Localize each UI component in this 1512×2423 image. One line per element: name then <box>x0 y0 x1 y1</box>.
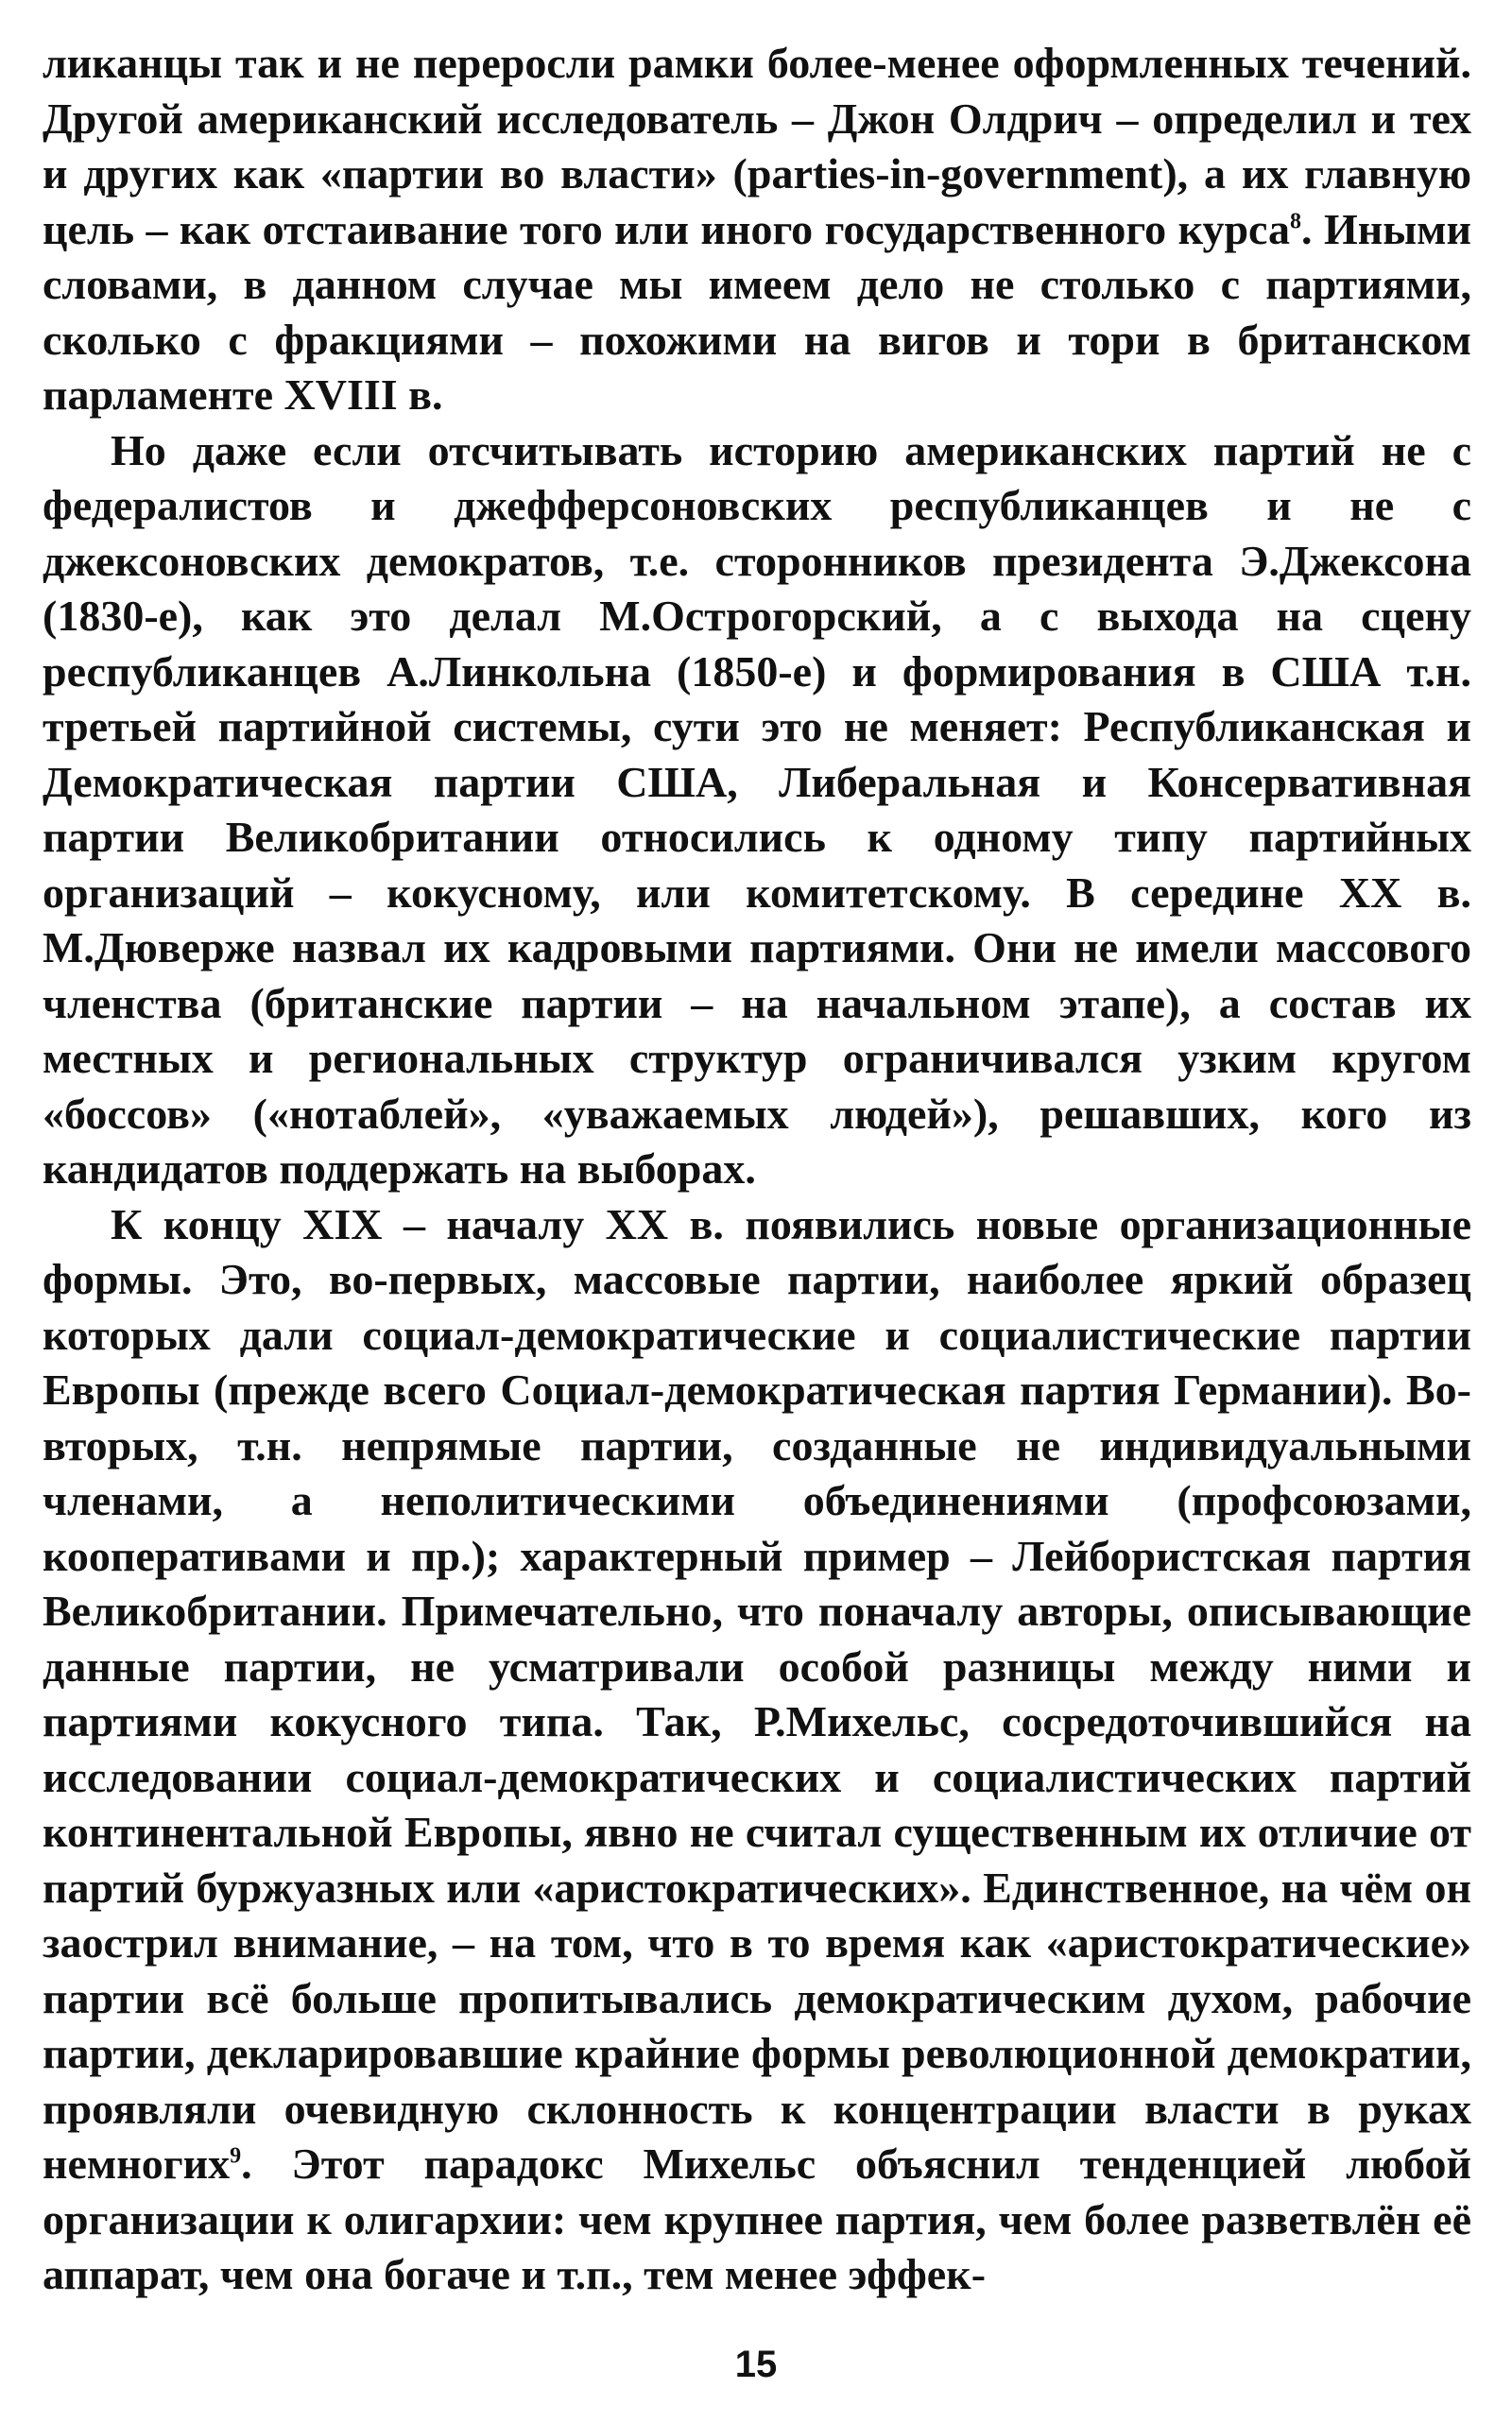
paragraph-2-text: Но даже если отсчитывать историю американских партий не с федералистов и джефферсоновских республиканцев и не с джексоновских демократов, т.е. сторонников президента Э.Джексона (1830-е), как это делал М.Острогорский, а с выхода на сцену республиканцев А.Линкольна (1850-е) и формирования в США т.н. третьей партийной системы, сути это не меняет: Республиканская и Демократическая партии США, Либеральная и Консервативная партии Великобритании относились к одному типу партийных организаций – кокусному, или комитетскому. В середине XX в. М.Дюверже назвал их кадровыми партиями. Они не имели массового членства (британские партии – на начальном этапе), а состав их местных и региональных структур ограничивался узким кругом «боссов» («нотаблей», «уважаемых людей»), решавших, кого из кандидатов поддержать на выборах. <box>43 425 1471 1193</box>
paragraph-2 <box>43 423 1471 1197</box>
paragraph-1-text-b: . Иными словами, в данном случае мы имеем дело не столько с партиями, сколько с фракциями – похожими на вигов и тори в британском парламенте XVIII в. <box>43 204 1471 419</box>
page-text <box>43 36 1471 2303</box>
page-number: 15 <box>734 2344 778 2385</box>
paragraph-1-text-a: ликанцы так и не переросли рамки более-менее оформленных течений. Другой американский исследователь – Джон Олдрич – определил и тех и других как «партии во власти» (parties-in-government), а их главную цель – как отстаивание того или иного государственного курса <box>43 39 1471 253</box>
footnote-ref-8: 8 <box>1290 209 1302 234</box>
paragraph-3-text-b: . Этот парадокс Михельс объяснил тенденцией любой организации к олигархии: чем крупнее партия, чем более разветвлён её аппарат, чем она богаче и т.п., тем менее эффек- <box>43 2139 1471 2298</box>
footnote-ref-9: 9 <box>230 2143 242 2169</box>
paragraph-3-text-a: К концу XIX – началу XX в. появились новые организационные формы. Это, во-первых, массовые партии, наиболее яркий образец которых дали социал-демократические и социалистические партии Европы (прежде всего Социал-демократическая партия Германии). Во-вторых, т.н. непрямые партии, созданные не индивидуальными членами, а неполитическими объединениями (профсоюзами, кооперативами и пр.); характерный пример – Лейбористская партия Великобритании. Примечательно, что поначалу авторы, описывающие данные партии, не усматривали особой разницы между ними и партиями кокусного типа. Так, Р.Михельс, сосредоточившийся на исследовании социал-демократических и социалистических партий континентальной Европы, явно не считал существенным их отличие от партий буржуазных или «аристократических». Единственное, на чём он заострил внимание, – на том, что в то время как «аристократические» партии всё больше пропитывались демократическим духом, рабочие партии, декларировавшие крайние формы революционной демократии, проявляли очевидную склонность к концентрации власти в руках немногих <box>43 1199 1471 2188</box>
paragraph-3 <box>43 1197 1471 2303</box>
paragraph-1 <box>43 36 1471 423</box>
